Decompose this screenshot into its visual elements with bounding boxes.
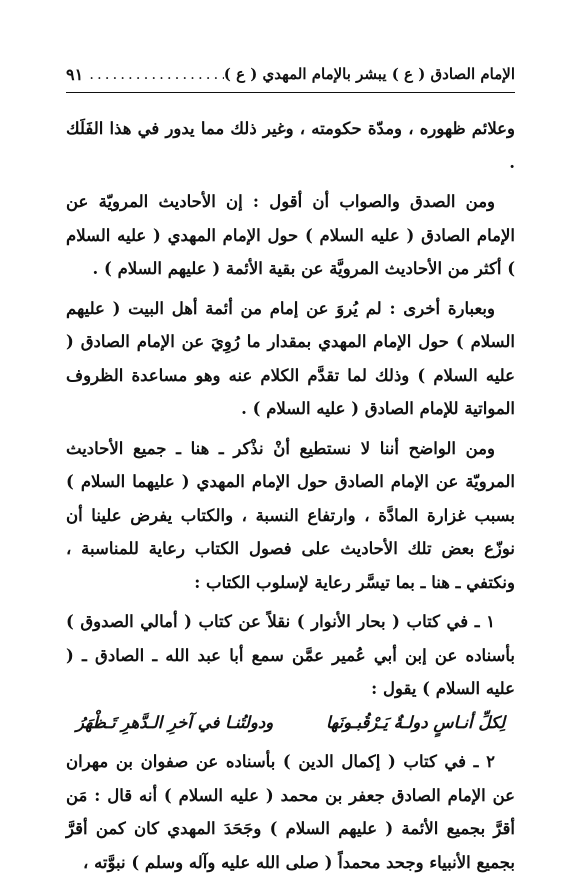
running-header-title: الإمام الصادق ( ع ) يبشر بالإمام المهدي ( ع ) [223,65,515,83]
page-number: ٩١ [66,64,84,84]
paragraph: ومن الواضح أننا لا نستطيع أنْ نذْكر ـ هنا ـ جميع الأحاديث المرويّة عن الإمام الصادق حول الإمام المهدي ( عليهما السلام ) بسبب غزارة المادَّة ، وارتفاع النسبة ، والكتاب يفرض علينا أن نوزّع بعض تلك الأحاديث على فصول الكتاب رعاية للمناسبة ، ونكتفي ـ هنا ـ بما تيسَّر رعاية لإسلوب الكتاب : [66,438,515,592]
paragraph: وبعبارة أخرى : لم يُروَ عن إمام من أئمة أهل البيت ( عليهم السلام ) حول الإمام المهدي بمقدار ما رُوِيَ عن الإمام الصادق ( عليه السلام ) وذلك لما تقدَّم الكلام عنه وهو مساعدة الظروف المواتية للإمام الصادق ( عليه السلام ) . [66,298,515,418]
poetry-verse [66,706,515,740]
running-header [66,60,515,88]
header-rule [66,92,515,93]
body-text [66,112,515,879]
verse-second-hemistich: ودولتُنـا في آخرِ الـدَّهرِ تَـظْهَرُ [76,712,274,732]
paragraph: وعلائم ظهوره ، ومدّة حكومته ، وغير ذلك مما يدور في هذا الفَلَك . [66,119,515,172]
hadith-1-text: ١ ـ في كتاب ( بحار الأنوار ) نقلاً عن كتاب ( أمالي الصدوق ) بأسناده عن إبن أبي عُمير عمَّن سمع أبا عبد الله ـ الصادق ـ ( عليه السلام ) يقول : [66,612,515,698]
paragraph: ومن الصدق والصواب أن أقول : إن الأحاديث المرويّة عن الإمام الصادق ( عليه السلام ) حول الإمام المهدي ( عليه السلام ) أكثر من الأحاديث المرويَّة عن بقية الأئمة ( عليهم السلام ) . [66,192,515,278]
hadith-2-text: ٢ ـ في كتاب ( إكمال الدين ) بأسناده عن صفوان بن مهران عن الإمام الصادق جعفر بن محمد ( عليه السلام ) أنه قال : مَن أقرَّ بجميع الأئمة ( عليهم السلام ) وجَحَدَ المهدي كان كمن أقرَّ بجميع الأنبياء وجحد محمداً ( صلى الله عليه وآله وسلم ) نبوَّته ، [66,752,515,872]
verse-first-hemistich: لِكلِّ أنـاسٍ دولـةٌ يَـرْقُبـونَها [325,712,505,732]
header-dot-leader [83,65,224,83]
